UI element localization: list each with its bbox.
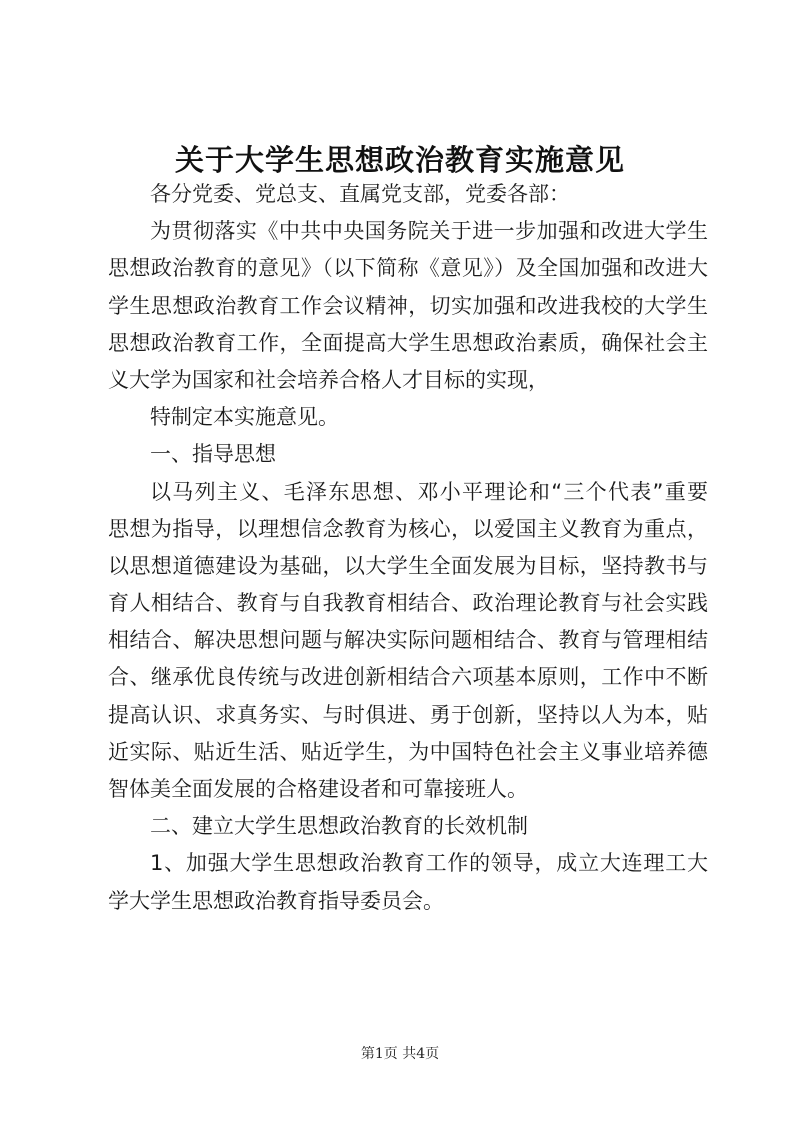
text-line: 义大学为国家和社会培养合格人才目标的实现， — [108, 367, 549, 392]
text-line: 合、继承优良传统与改进创新相结合六项基本原则，工作中不断 — [108, 665, 708, 690]
text-line: 相结合、解决思想问题与解决实际问题相结合、教育与管理相结 — [108, 628, 708, 653]
text-line: 1、加强大学生思想政治教育工作的领导，成立大连理工大 — [150, 851, 708, 876]
document-title: 关于大学生思想政治教育实施意见 — [174, 143, 625, 177]
text-line: 思想政治教育工作，全面提高大学生思想政治素质，确保社会主 — [108, 330, 708, 355]
text-line: 学生思想政治教育工作会议精神，切实加强和改进我校的大学生 — [108, 293, 708, 318]
text-line: 为贯彻落实《中共中央国务院关于进一步加强和改进大学生 — [150, 219, 708, 244]
text-line: 以思想道德建设为基础，以大学生全面发展为目标，坚持教书与 — [108, 553, 708, 578]
document-body — [108, 176, 708, 920]
text-line: 特制定本实施意见。 — [150, 405, 339, 430]
text-line: 思想政治教育的意见》（以下简称《意见》）及全国加强和改进大 — [108, 256, 708, 281]
text-line: 提高认识、求真务实、与时俱进、勇于创新，坚持以人为本，贴 — [108, 702, 708, 727]
text-line: 以马列主义、毛泽东思想、邓小平理论和“三个代表”重要 — [150, 479, 708, 504]
text-line: 智体美全面发展的合格建设者和可靠接班人。 — [108, 777, 528, 801]
text-line: 一、指导思想 — [150, 442, 276, 467]
text-line: 学大学生思想政治教育指导委员会。 — [108, 888, 444, 913]
text-line: 思想为指导，以理想信念教育为核心，以爱国主义教育为重点， — [108, 516, 708, 541]
page-footer: 第1页 共4页 — [360, 1046, 440, 1062]
text-line: 各分党委、党总支、直属党支部，党委各部： — [150, 182, 570, 206]
text-line: 二、建立大学生思想政治教育的长效机制 — [150, 814, 528, 839]
text-line: 育人相结合、教育与自我教育相结合、政治理论教育与社会实践 — [108, 591, 708, 616]
text-line: 近实际、贴近生活、贴近学生，为中国特色社会主义事业培养德 — [108, 739, 708, 764]
